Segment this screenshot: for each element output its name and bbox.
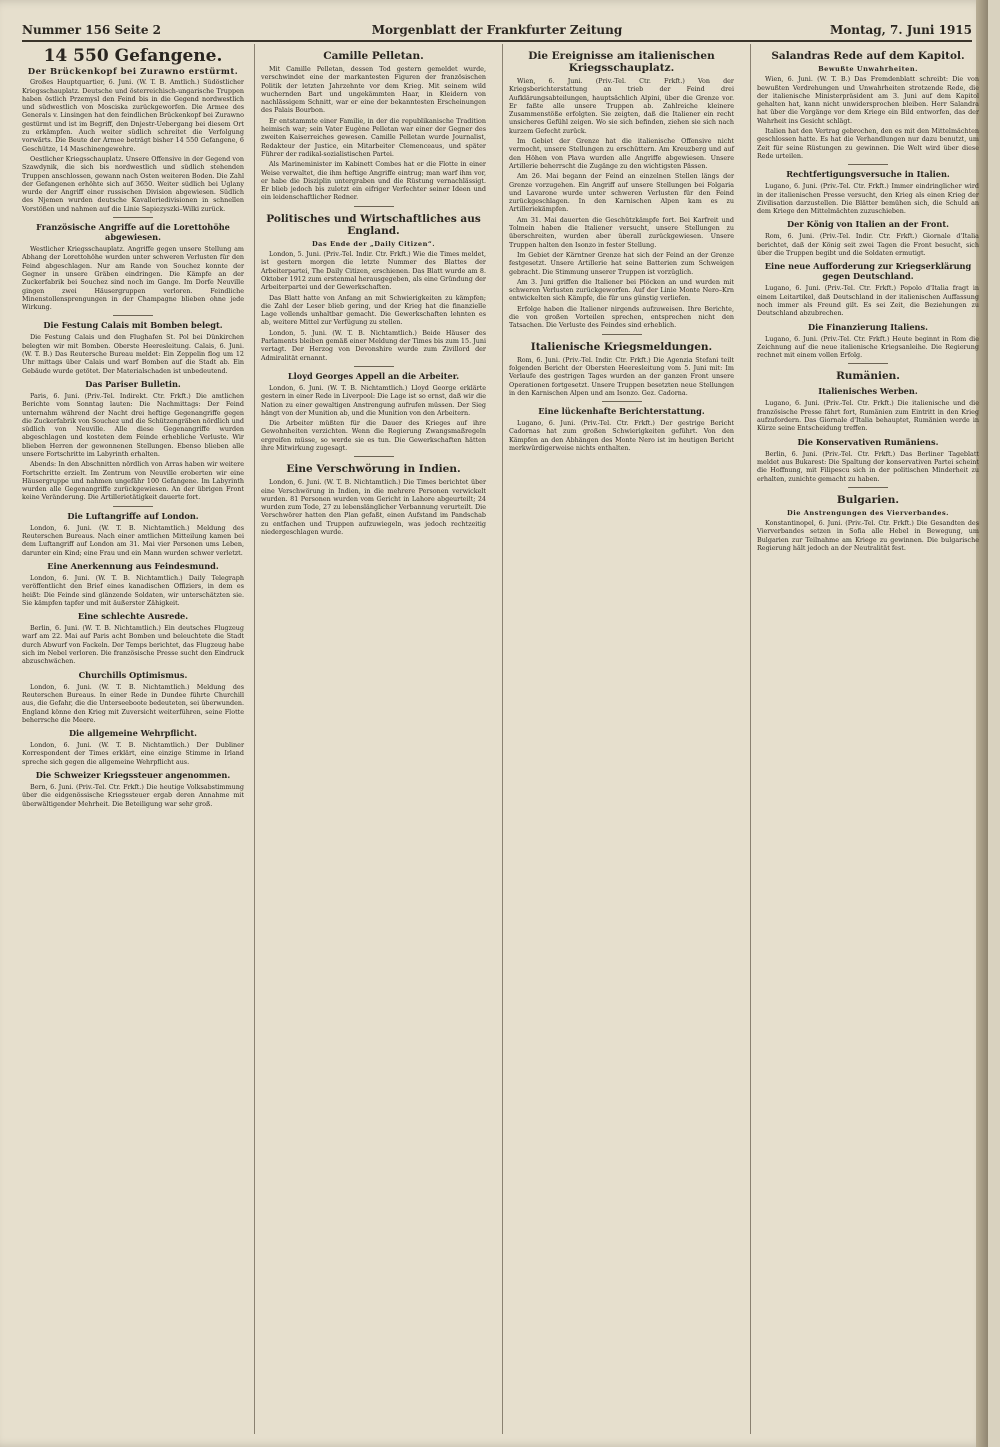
headline-schweiz: Die Schweizer Kriegssteuer angenommen. [35, 770, 231, 780]
headline-aufforderung: Eine neue Aufforderung zur Kriegserklärung gegen Deutschland. [764, 261, 972, 282]
divider [602, 334, 642, 335]
paragraph: Bern, 6. Juni. (Priv.-Tel. Ctr. Frkft.) Die heutige Volksabstimmung über die eidgenössische Kriegssteuer ergab deren Annahme mit überwältigender Mehrheit. Die Beteiligung war sehr groß. [22, 783, 244, 808]
headline-salandra: Salandras Rede auf dem Kapitol. [771, 50, 965, 62]
column-4 [750, 44, 979, 1434]
paragraph: Oestlicher Kriegsschauplatz. Unsere Offensive in der Gegend von Szawdynik, die sich bis nordwestlich und südlich stehenden Truppen anschlossen, gewann nach Osten weiteren Boden. Die Zahl der Gefangenen erhöhte sich auf 3650. Weiter südlich bei Uglany wurde der Angriff einer russischen Division abgewiesen. Südlich des Njemen wurden deutsche Kavalleriedivisionen in schnellen Vorstößen und nahmen auf die Linie Sapiezyszki–Wilki zurück. [22, 154, 244, 213]
masthead [22, 22, 972, 42]
paragraph: Wien, 6. Juni. (W. T. B.) Das Fremdenblatt schreibt: Die von bewußten Verdrehungen und Unwahrheiten strotzende Rede, die der italienische Ministerpräsident am 3. Juni auf dem Kapitol gehalten hat, kann nicht unwidersprochen bleiben. Herr Salandra hat über die Vorgänge vor dem Kriege ein Bild entworfen, das der Wahrheit ins Gesicht schlägt. [757, 75, 979, 125]
headline-indien: Eine Verschwörung in Indien. [286, 463, 461, 476]
paragraph: Im Gebiet der Kärntner Grenze hat sich der Feind an der Grenze festgesetzt. Unsere Artillerie hat seine Batterien zum Schweigen gebracht. Die Stimmung unserer Truppen ist vorzüglich. [509, 250, 734, 276]
paragraph: Berlin, 6. Juni. (Priv.-Tel. Ctr. Frkft.) Das Berliner Tageblatt meldet aus Bukarest: Die Spaltung der konservativen Partei scheint die Hoffnung, mit Filipescu sich in der politischen Minderheit zu erhalten, zunichte gemacht zu haben. [757, 449, 979, 483]
headline-gefangene: 14 550 Gefangene. [43, 46, 223, 66]
subheadline-salandra: Bewußte Unwahrheiten. [818, 65, 918, 73]
divider [848, 164, 888, 165]
headline-lorette: Französische Angriffe auf die Lorettohöhe abgewiesen. [36, 222, 230, 243]
paragraph: Lugano, 6. Juni. (Priv.-Tel. Ctr. Frkft.) Heute beginnt in Rom die Zeichnung auf die neue italienische Kriegsanleihe. Die Regierung rechnet mit einem vollen Erfolg. [757, 334, 979, 360]
article-columns [22, 44, 979, 1434]
paragraph: Rom, 6. Juni. (Priv.-Tel. Indir. Ctr. Frkft.) Die Agenzia Stefani teilt folgenden Bericht der Obersten Heeresleitung vom 5. Juni mit: Im Verlaufe des gestrigen Tages wurden an der ganzen Front unsere Operationen fortgesetzt. Unsere Truppen besetzten neue Stellungen in den Karnischen Alpen und am Isonzo. Gez. Cadorna. [509, 355, 734, 397]
divider [848, 487, 888, 488]
headline-koenig: Der König von Italien an der Front. [787, 219, 949, 230]
paragraph: Mit Camille Pelletan, dessen Tod gestern gemeldet wurde, verschwindet eine der markantesten Figuren der französischen Politik der letzten Jahrzehnte vor dem Krieg. Mit seinem wild wuchernden Bart und ungekämmten Haar, in Kleidern von nachlässigem Schnitt, war er eine der bekanntesten Erscheinungen des Palais Bourbon. [261, 65, 486, 115]
divider [602, 401, 642, 402]
headline-pelletan: Camille Pelletan. [323, 50, 424, 62]
divider [354, 366, 394, 367]
paragraph: Abends: In den Abschnitten nördlich von Arras haben wir weitere Fortschritte erzielt. Im Zentrum von Neuville eroberten wir eine Häusergruppe und nahmen ungefähr 100 Gefangene. Im Labyrinth wurden alle Gegenangriffe zurückgewiesen. An der übrigen Front keine Veränderung. Die Artillerietätigkeit dauerte fort. [22, 460, 244, 502]
headline-ausrede: Eine schlechte Ausrede. [77, 611, 189, 622]
divider [113, 506, 153, 507]
paragraph: Im Gebiet der Grenze hat die italienische Offensive nicht vermocht, unsere Stellungen zu erschüttern. Am Kreuzberg und auf den Höhen von Plava wurden alle Angriffe abgewiesen. Unsere Artillerie beherrscht die Zugänge zu den wichtigsten Pässen. [509, 137, 734, 170]
newspaper-name: Morgenblatt der Frankfurter Zeitung [371, 23, 623, 37]
paragraph: Lugano, 6. Juni. (Priv.-Tel. Ctr. Frkft.) Die italienische und die französische Presse fährt fort, Rumänien zum Eintritt in den Krieg aufzufordern. Das Giornale d'Italia behauptet, Rumänien werde in Kürze seine Entscheidung treffen. [757, 399, 979, 433]
paragraph: Erfolge haben die Italiener nirgends aufzuweisen. Ihre Berichte, die von großen Vorteilen sprechen, entsprechen nicht den Tatsachen. Die Verluste des Feindes sind erheblich. [509, 304, 734, 330]
headline-paris: Das Pariser Bulletin. [85, 378, 181, 389]
headline-rechtfertigung: Rechtfertigungsversuche in Italien. [786, 169, 950, 180]
headline-rumaenien: Rumänien. [836, 370, 900, 383]
headline-london: Die Luftangriffe auf London. [67, 510, 199, 521]
headline-ereignisse: Die Ereignisse am italienischen Kriegsschauplatz. [528, 50, 715, 74]
headline-england: Politisches und Wirtschaftliches aus England. [266, 212, 481, 237]
headline-werben: Italienisches Werben. [818, 386, 918, 397]
divider [848, 363, 888, 364]
paragraph: Lugano, 6. Juni. (Priv.-Tel. Ctr. Frkft.) Immer eindringlicher wird in der italienischen Presse versucht, den Krieg als einen Krieg der Zivilisation darzustellen. Die Blätter bemühen sich, die Schuld an dem Kriege den Mittelmächten zuzuschieben. [757, 182, 979, 216]
paragraph: London, 6. Juni. (W. T. B. Nichtamtlich.) Meldung des Reuterschen Bureaus. Nach einer amtlichen Mitteilung kamen bei dem Luftangriff auf London am 31. Mai vier Personen ums Leben, darunter ein Kind; eine Frau und ein Mann wurden schwer verletzt. [22, 523, 244, 557]
paragraph: Großes Hauptquartier, 6. Juni. (W. T. B. Amtlich.) Südöstlicher Kriegsschauplatz. Deutsche und österreichisch-ungarische Truppen haben östlich Przemysl den Feind bis in die Gegend nordwestlich und südwestlich von Mosciska zurückgeworfen. Die Armee des Generals v. Linsingen hat den feindlichen Brückenkopf bei Zurawno gestürmt und ist im Begriff, den Dnjestr-Uebergang bei diesem Ort zu erkämpfen. Auch weiter südlich schreitet die Verfolgung vorwärts. Die Beute der Armee beträgt bisher 14 550 Gefangene, 6 Geschütze, 14 Maschinengewehre. [22, 78, 244, 153]
paragraph: Am 31. Mai dauerten die Geschützkämpfe fort. Bei Karfreit und Tolmein haben die Italiener versucht, unsere Stellungen zu überschreiten, wurden aber überall zurückgewiesen. Unsere Truppen halten den Isonzo in fester Stellung. [509, 215, 734, 249]
paragraph: Am 26. Mai begann der Feind an einzelnen Stellen längs der Grenze vorzugehen. Ein Angriff auf unsere Stellungen bei Folgaria und Lavarone wurde unter schweren Verlusten für den Feind zurückgeschlagen. In den Karnischen Alpen kam es zu Artilleriekämpfen. [509, 172, 734, 214]
subheadline-citizen: Das Ende der „Daily Citizen“. [311, 239, 436, 248]
paragraph: Berlin, 6. Juni. (W. T. B. Nichtamtlich.) Ein deutsches Flugzeug warf am 22. Mai auf Paris acht Bomben und beleuchtete die Stadt durch Abwurf von Fackeln. Der Temps berichtet, das Flugzeug habe sich im Nebel verloren. Die französische Presse sucht den Eindruck abzuschwächen. [22, 624, 244, 666]
headline-finanzierung: Die Finanzierung Italiens. [808, 321, 928, 332]
paragraph: London, 5. Juni. (W. T. B. Nichtamtlich.) Beide Häuser des Parlaments bleiben gemäß einer Meldung der Times bis zum 15. Juni vertagt. Der Herzog von Devonshire wurde zum Zivillord der Admiralität ernannt. [261, 328, 486, 362]
headline-churchill: Churchills Optimismus. [78, 669, 188, 680]
paragraph: Als Marineminister im Kabinett Combes hat er die Flotte in einer Weise verwaltet, die ihm heftige Angriffe eintrug; man warf ihm vor, er habe die Disziplin untergraben und die Rüstung vernachlässigt. Er blieb jedoch bis zuletzt ein eifriger Verfechter seiner Ideen und ein leidenschaftlicher Redner. [261, 160, 486, 202]
paragraph: Paris, 6. Juni. (Priv.-Tel. Indirekt. Ctr. Frkft.) Die amtlichen Berichte vom Sonntag lauten: Die Nachmittags: Der Feind unternahm während der Nacht drei heftige Gegenangriffe gegen die Zuckerfabrik von Souchez und die Schützengräben nördlich und südlich von Neuville. Alle diese Gegenangriffe wurden abgeschlagen und kosteten dem Feinde erhebliche Verluste. Wir blieben Herren der gewonnenen Stellungen. Ebenso blieben alle unsere Fortschritte im Labyrinth erhalten. [22, 391, 244, 458]
paragraph: Am 3. Juni griffen die Italiener bei Plöcken an und wurden mit schweren Verlusten zurückgeworfen. Auf der Linie Monte Nero–Krn entwickelten sich Kämpfe, die für uns günstig verliefen. [509, 277, 734, 303]
paragraph: Lugano, 6. Juni. (Priv.-Tel. Ctr. Frkft.) Popolo d'Italia fragt in einem Leitartikel, daß Deutschland in der italienischen Auffassung noch immer als Freund gilt. Es sei Zeit, die Beziehungen zu Deutschland abzubrechen. [757, 284, 979, 318]
headline-calais: Die Festung Calais mit Bomben belegt. [43, 320, 223, 331]
headline-lueckenhaft: Eine lückenhafte Berichterstattung. [538, 406, 705, 417]
headline-lloyd-george: Lloyd Georges Appell an die Arbeiter. [287, 370, 460, 381]
paragraph: Das Blatt hatte von Anfang an mit Schwierigkeiten zu kämpfen; die Zahl der Leser blieb gering, und der Krieg hat die finanzielle Lage vollends unhaltbar gemacht. Die Gewerkschaften lehnten es ab, weitere Mittel zur Verfügung zu stellen. [261, 293, 486, 327]
divider [113, 217, 153, 218]
divider [354, 206, 394, 207]
paragraph: London, 6. Juni. (W. T. B. Nichtamtlich.) Der Dubliner Korrespondent der Times erklärt, eine einzige Stimme in Irland spreche sich gegen die allgemeine Wehrpflicht aus. [22, 741, 244, 766]
column-1 [22, 44, 250, 1434]
paragraph: Die Arbeiter müßten für die Dauer des Krieges auf ihre Gewohnheiten verzichten. Wenn die Regierung Zwangsmaßregeln ergreifen müsse, so werde sie es tun. Die Gewerkschaften hätten ihre Mitwirkung zugesagt. [261, 419, 486, 452]
subheadline-zurawno: Der Brückenkopf bei Zurawno erstürmt. [27, 67, 239, 77]
paragraph: London, 5. Juni. (Priv.-Tel. Indir. Ctr. Frkft.) Wie die Times meldet, ist gestern morgen die letzte Nummer des Blattes der Arbeiterpartei, The Daily Citizen, erschienen. Das Blatt wurde am 8. Oktober 1912 zum erstenmal herausgegeben, als eine Gründung der Arbeiterpartei und der Gewerkschaften. [261, 250, 486, 292]
headline-anerkennung: Eine Anerkennung aus Feindesmund. [47, 560, 219, 571]
headline-kriegsmeldungen: Italienische Kriegsmeldungen. [530, 340, 713, 353]
paragraph: Italien hat den Vertrag gebrochen, den es mit den Mittelmächten geschlossen hatte. Es hat die Verhandlungen nur dazu benutzt, um Zeit für seine Rüstungen zu gewinnen. Die Welt wird über diese Rede urteilen. [757, 127, 979, 160]
paragraph: Rom, 6. Juni. (Priv.-Tel. Indir. Ctr. Frkft.) Giornale d'Italia berichtet, daß der König seit zwei Tagen die Front besucht, sich über die Truppen begibt und die Soldaten ermutigt. [757, 232, 979, 258]
paragraph: Lugano, 6. Juni. (Priv.-Tel. Ctr. Frkft.) Der gestrige Bericht Cadornas hat zum großen Schwierigkeiten geführt. Von den Kämpfen an den Abhängen des Monte Nero ist im heutigen Bericht merkwürdigerweise nichts enthalten. [509, 419, 734, 452]
headline-konservative: Die Konservativen Rumäniens. [797, 436, 939, 447]
divider [354, 456, 394, 457]
headline-bulgarien: Bulgarien. [836, 493, 900, 506]
paragraph: London, 6. Juni. (W. T. B. Nichtamtlich.) Daily Telegraph veröffentlicht den Brief eines kanadischen Offiziers, in dem es heißt: Die Feinde sind glänzende Soldaten, wir unterschätzten sie. Sie kämpfen tapfer und mit äußerster Zähigkeit. [22, 573, 244, 607]
paragraph: Konstantinopel, 6. Juni. (Priv.-Tel. Ctr. Frkft.) Die Gesandten des Vierverbandes setzen in Sofia alle Hebel in Bewegung, um Bulgarien zur Teilnahme am Kriege zu gewinnen. Die bulgarische Regierung hält jedoch an der Neutralität fest. [757, 519, 979, 552]
divider [113, 315, 153, 316]
paragraph: London, 6. Juni. (W. T. B. Nichtamtlich.) Meldung des Reuterschen Bureaus. In einer Rede in Dundee führte Churchill aus, die Gefahr, die die Unterseeboote bedeuteten, sei überwunden. England könne den Krieg mit Zuversicht weiterführen, seine Flotte beherrsche die Meere. [22, 682, 244, 724]
column-3 [502, 44, 740, 1434]
paragraph: Er entstammte einer Familie, in der die republikanische Tradition heimisch war; sein Vater Eugène Pelletan war einer der Gegner des zweiten Kaiserreiches gewesen. Camille Pelletan wurde Journalist, Redakteur der Justice, ein Mitarbeiter Clemenceaus, und später Führer der radikal-sozialistischen Partei. [261, 116, 486, 158]
issue-date: Montag, 7. Juni 1915 [829, 23, 972, 37]
column-2 [254, 44, 492, 1434]
paragraph: London, 6. Juni. (W. T. B. Nichtamtlich.) Lloyd George erklärte gestern in einer Rede in Liverpool: Die Lage ist so ernst, daß wir die Nation zu einer gewaltigen Anstrengung aufrufen müssen. Der Sieg hängt von der Munition ab, und die Munition von den Arbeitern. [261, 383, 486, 417]
subheadline-vierverband: Die Anstrengungen des Vierverbandes. [787, 508, 949, 517]
paragraph: London, 6. Juni. (W. T. B. Nichtamtlich.) Die Times berichtet über eine Verschwörung in Indien, in die mehrere Personen verwickelt wurden. 81 Personen wurden vom Gericht in Lahore abgeurteilt; 24 wurden zum Tode, 27 zu lebenslänglicher Verbannung verurteilt. Die Verschwörer hatten den Plan gefaßt, einen Aufstand im Pandschab zu entfachen und Truppen aufzuwiegeln, was jedoch rechtzeitig niedergeschlagen wurde. [261, 478, 486, 537]
paragraph: Wien, 6. Juni. (Priv.-Tel. Ctr. Frkft.) Von der Kriegsberichterstattung an trieb der Feind drei Aufklärungsabteilungen, hauptsächlich Alpini, über die Grenze vor. Er faßte alle unsere Truppen ab. Zahlreiche kleinere Zusammenstöße erfolgten. Sie zeigten, daß die Italiener ein recht unsicheres Gefühl zeigen. Wo sie sich befinden, ziehen sie sich nach kurzem Gefecht zurück. [509, 77, 734, 135]
paragraph: Westlicher Kriegsschauplatz. Angriffe gegen unsere Stellung am Abhang der Lorettohöhe wurden unter schweren Verlusten für den Feind abgeschlagen. Nur am Rande von Souchez konnte der Gegner in unsere Gräben eindringen. Die Kämpfe an der Zuckerfabrik bei Souchez sind noch im Gange. Im Dorfe Neuville gingen zwei Häusergruppen verloren. Feindliche Minenstollensprengungen in der Champagne blieben ohne jede Wirkung. [22, 245, 244, 312]
headline-wehrpflicht: Die allgemeine Wehrpflicht. [68, 728, 198, 739]
page-number: Nummer 156 Seite 2 [22, 23, 162, 37]
paragraph: Die Festung Calais und den Flughafen St. Pol bei Dünkirchen belegten wir mit Bomben. Oberste Heeresleitung. Calais, 6. Juni. (W. T. B.) Das Reutersche Bureau meldet: Ein Zeppelin flog um 12 Uhr mittags über Calais und warf Bomben auf die Stadt ab. Ein Gebäude wurde getötet. Der Materialschaden ist unbedeutend. [22, 333, 244, 375]
